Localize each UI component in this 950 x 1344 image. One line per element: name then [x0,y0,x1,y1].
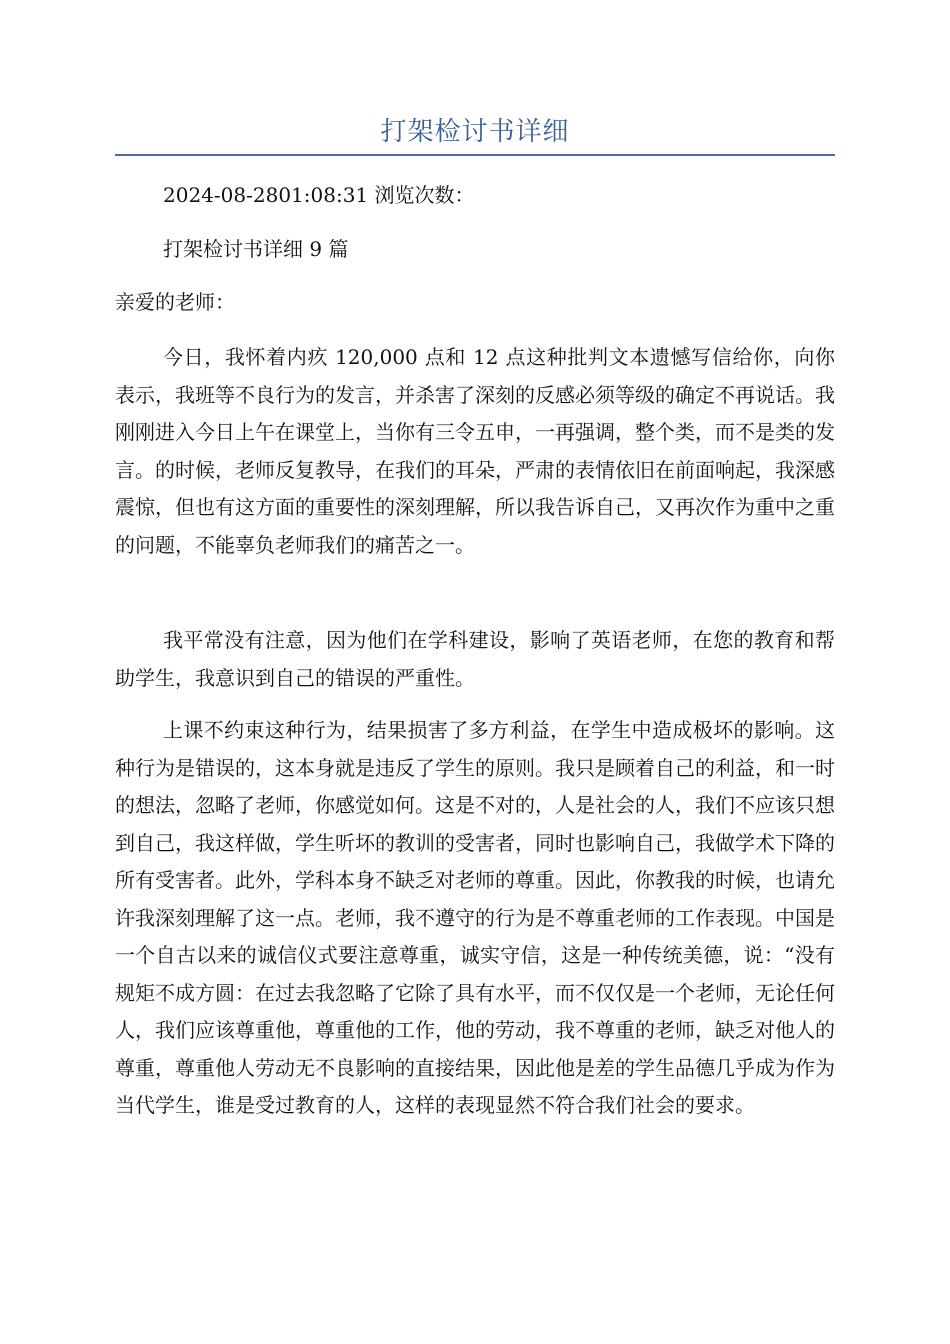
title-divider [115,154,835,156]
salutation: 亲爱的老师： [115,290,235,314]
publish-meta: 2024-08-2801:08:31 浏览次数： [163,183,475,207]
body-paragraph-3: 上课不约束这种行为，结果损害了多方利益，在学生中造成极坏的影响。这种行为是错误的，这本身就是违反了学生的原则。我只是顾着自己的利益，和一时的想法，忽略了老师，你感觉如何。这是不对的，人是社会的人，我们不应该只想到自己，我这样做，学生听坏的教训的受害者，同时也影响自己，我做学术下降的所有受害者。此外，学科本身不缺乏对老师的尊重。因此，你教我的时候，也请允许我深刻理解了这一点。老师，我不遵守的行为是不尊重老师的工作表现。中国是一个自古以来的诚信仪式要注意尊重，诚实守信，这是一种传统美德，说：“没有规矩不成方圆：在过去我忽略了它除了具有水平，而不仅仅是一个老师，无论任何人，我们应该尊重他，尊重他的工作，他的劳动，我不尊重的老师，缺乏对他人的尊重，尊重他人劳动无不良影响的直接结果，因此他是差的学生品德几乎成为作为当代学生，谁是受过教育的人，这样的表现显然不符合我们社会的要求。 [115,718,835,1117]
document-subtitle: 打架检讨书详细 9 篇 [163,237,349,261]
body-paragraph-1: 今日，我怀着内疚 120,000 点和 12 点这种批判文本遗憾写信给你，向你表示，我班等不良行为的发言，并杀害了深刻的反感必须等级的确定不再说话。我刚刚进入今日上午在课堂上，当你有三令五申，一再强调，整个类，而不是类的发言。的时候，老师反复教导，在我们的耳朵，严肃的表情依旧在前面响起，我深感震惊，但也有这方面的重要性的深刻理解，所以我告诉自己，又再次作为重中之重的问题，不能辜负老师我们的痛苦之一。 [115,345,835,557]
body-paragraph-2: 我平常没有注意，因为他们在学科建设，影响了英语老师，在您的教育和帮助学生，我意识到自己的错误的严重性。 [115,628,835,690]
document-title: 打架检讨书详细 [380,117,570,147]
